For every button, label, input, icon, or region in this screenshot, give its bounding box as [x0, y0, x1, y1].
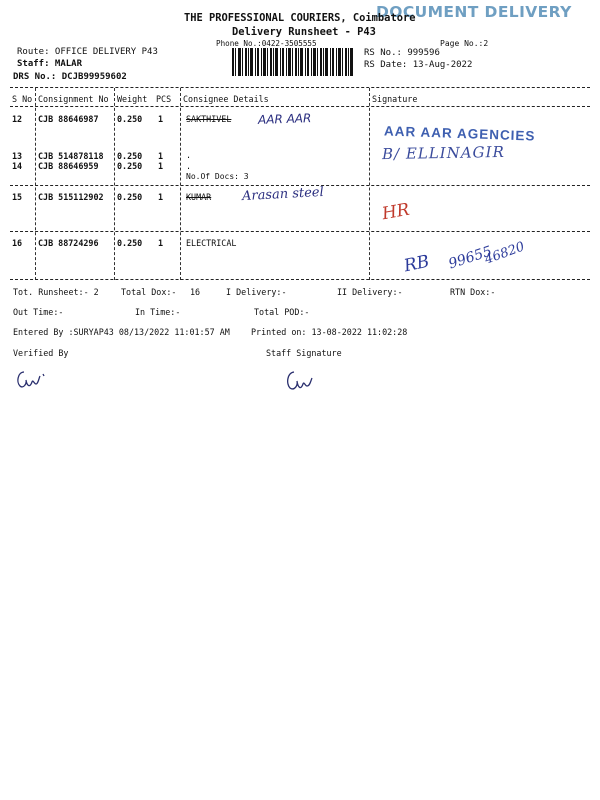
- consignment-no: CJB 88724296: [38, 238, 99, 248]
- consignee-name: KUMAR: [186, 192, 212, 202]
- docs-count: No.Of Docs: 3: [186, 172, 249, 181]
- weight: 0.250: [117, 192, 143, 202]
- verified-by-label: Verified By: [13, 348, 69, 358]
- handwritten-signature: RB: [402, 251, 432, 277]
- table-row: 12: [12, 114, 23, 124]
- document-delivery-stamp: DOCUMENT DELIVERY: [376, 3, 572, 21]
- consignment-no: CJB 88646987: [38, 114, 99, 124]
- pcs: 1: [158, 238, 164, 248]
- divider-header: [10, 106, 590, 107]
- divider-bottom: [10, 279, 590, 280]
- col-weight: Weight: [117, 94, 148, 104]
- divider-top: [10, 87, 590, 88]
- col-pcs: PCS: [156, 94, 172, 104]
- consignee-name: SAKTHIVEL: [186, 114, 232, 124]
- handwritten-phone: 46820: [482, 239, 527, 268]
- barcode: [232, 48, 354, 76]
- rs-number: RS No.: 999596: [364, 48, 440, 58]
- route: Route: OFFICE DELIVERY P43: [17, 47, 158, 57]
- company-name: THE PROFESSIONAL COURIERS, Coimbatore: [184, 12, 416, 24]
- pcs: 1: [158, 114, 164, 124]
- total-dox-label: Total Dox:-: [121, 287, 177, 297]
- handwritten-signature: B/ ELLINAGIR: [381, 142, 505, 164]
- staff-signature: [284, 364, 328, 396]
- staff: Staff: MALAR: [17, 59, 83, 69]
- i-delivery: I Delivery:-: [226, 287, 287, 297]
- weight: 0.250: [117, 114, 143, 124]
- col-divider: [35, 88, 36, 280]
- col-divider: [114, 88, 115, 280]
- runsheet-title: Delivery Runsheet - P43: [232, 26, 376, 38]
- handwritten-name: AAR AAR: [257, 111, 312, 127]
- col-consignee: Consignee Details: [183, 94, 269, 104]
- entered-by: Entered By :SURYAP43 08/13/2022 11:01:57 AM: [13, 327, 230, 337]
- phone-number: Phone No.:0422-3505555: [216, 39, 317, 48]
- row-divider: [10, 231, 590, 232]
- consignee-name: .: [186, 150, 192, 160]
- handwritten-signature: HR: [380, 199, 412, 225]
- rs-date: RS Date: 13-Aug-2022: [364, 60, 473, 70]
- page-number: Page No.:2: [440, 39, 489, 48]
- consignee-name: ELECTRICAL: [186, 238, 237, 248]
- table-row: 16: [12, 238, 23, 248]
- table-row: 15: [12, 192, 23, 202]
- weight: 0.250: [117, 238, 143, 248]
- col-divider: [369, 88, 370, 280]
- total-runsheet: Tot. Runsheet:- 2: [13, 287, 99, 297]
- weight: 0.250: [117, 161, 143, 171]
- col-consignment: Consignment No: [38, 94, 109, 104]
- col-signature: Signature: [372, 94, 418, 104]
- pcs: 1: [158, 192, 164, 202]
- consignment-no: CJB 514878118: [38, 151, 104, 161]
- verified-signature: [14, 364, 54, 394]
- rtn-dox: RTN Dox:-: [450, 287, 496, 297]
- handwritten-phone: 99655: [446, 243, 494, 273]
- col-divider: [180, 88, 181, 280]
- total-dox-value: 16: [190, 287, 201, 297]
- drs-number: DRS No.: DCJB99959602: [13, 72, 127, 82]
- consignment-no: CJB 515112902: [38, 192, 104, 202]
- printed-on: Printed on: 13-08-2022 11:02:28: [251, 327, 408, 337]
- company-stamp: AAR AAR AGENCIES: [383, 123, 536, 144]
- staff-signature-label: Staff Signature: [266, 348, 342, 358]
- table-row: 13: [12, 151, 23, 161]
- consignee-name: .: [186, 161, 192, 171]
- ii-delivery: II Delivery:-: [337, 287, 403, 297]
- total-pod: Total POD:-: [254, 307, 310, 317]
- table-row: 14: [12, 161, 23, 171]
- consignment-no: CJB 88646959: [38, 161, 99, 171]
- weight: 0.250: [117, 151, 143, 161]
- out-time: Out Time:-: [13, 307, 64, 317]
- col-sno: S No: [12, 94, 33, 104]
- pcs: 1: [158, 151, 164, 161]
- pcs: 1: [158, 161, 164, 171]
- handwritten-name: Arasan steel: [241, 184, 325, 205]
- in-time: In Time:-: [135, 307, 181, 317]
